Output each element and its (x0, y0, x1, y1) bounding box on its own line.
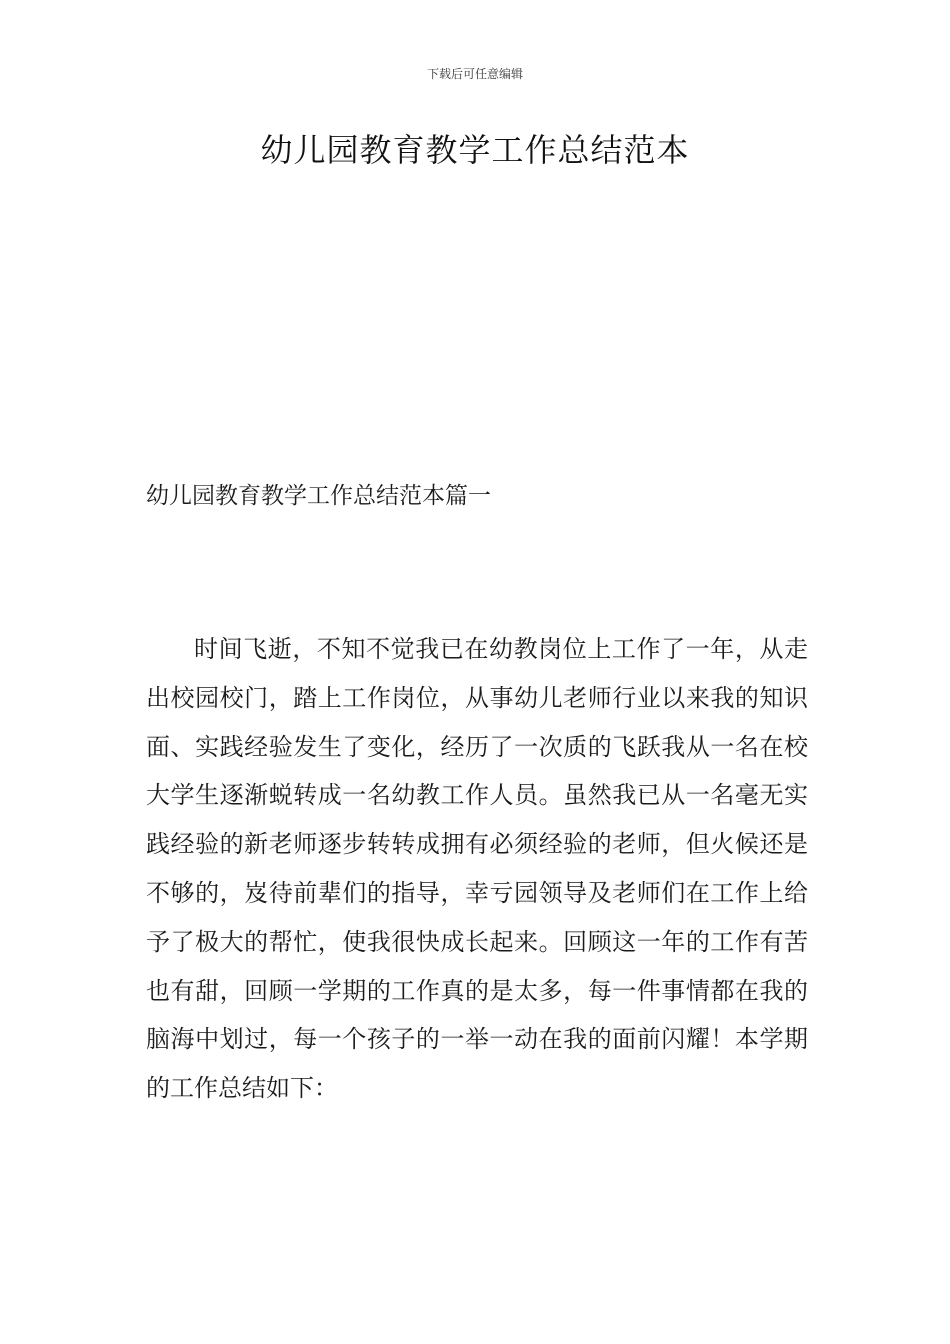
body-paragraph: 时间飞逝，不知不觉我已在幼教岗位上工作了一年，从走出校园校门，踏上工作岗位，从事幼儿老师行业以来我的知识面、实践经验发生了变化，经历了一次质的飞跃我从一名在校大学生逐渐蜕转成一名幼教工作人员。虽然我已从一名毫无实践经验的新老师逐步转转成拥有必须经验的老师，但火候还是不够的，岌待前辈们的指导，幸亏园领导及老师们在工作上给予了极大的帮忙，使我很快成长起来。回顾这一年的工作有苦也有甜，回顾一学期的工作真的是太多，每一件事情都在我的脑海中划过，每一个孩子的一举一动在我的面前闪耀！本学期的工作总结如下： (146, 635, 808, 1103)
header-note: 下载后可任意编辑 (426, 67, 523, 81)
section-heading: 幼儿园教育教学工作总结范本篇一 (146, 483, 491, 509)
document-title: 幼儿园教育教学工作总结范本 (260, 131, 690, 169)
